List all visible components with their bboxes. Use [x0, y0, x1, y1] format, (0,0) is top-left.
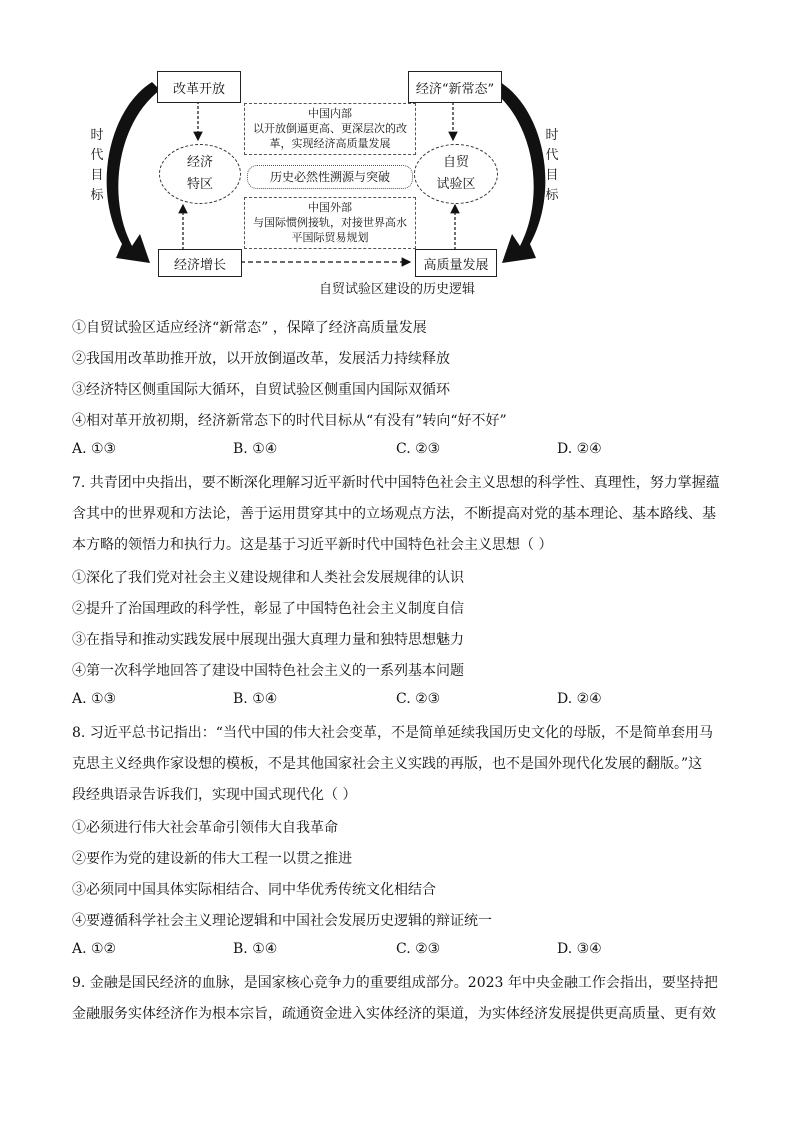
outer-china-box — [244, 197, 416, 249]
box-economic-growth — [158, 249, 242, 277]
q8-stem-line1: 8. 习近平总书记指出：“当代中国的伟大社会变革，不是简单延续我国历史文化的母版，不是简单套用马 — [72, 725, 713, 741]
middle-text: 历史必然性溯源与突破 — [269, 170, 390, 184]
q8-stem-line3: 段经典语录告诉我们，实现中国式现代化（ ） — [72, 787, 357, 803]
q7-option-c[interactable]: C. ②③ — [396, 691, 441, 707]
q9-stem — [72, 968, 726, 1030]
ellipse-ftz-line2: 试验区 — [436, 177, 476, 192]
q6-statement-3: ③经济特区侧重国际大循环，自贸试验区侧重国内国际双循环 — [72, 382, 450, 398]
side-label-right — [544, 126, 560, 206]
q8-option-a[interactable]: A. ①② — [72, 941, 117, 957]
q9-stem-line1: 9. 金融是国民经济的血脉，是国家核心竞争力的重要组成部分。2023 年中央金融工作会指出，要坚持把 — [72, 975, 718, 991]
q6-statement-1: ①自贸试验区适应经济“新常态” ，保障了经济高质量发展 — [72, 320, 427, 336]
q7-statement-2: ②提升了治国理政的科学性，彰显了中国特色社会主义制度自信 — [72, 601, 464, 617]
box-high-quality — [415, 249, 497, 277]
box-new-normal-label: 经济“新常态” — [415, 81, 495, 97]
box-economic-growth-label: 经济增长 — [173, 257, 226, 273]
q8-statement-1: ①必须进行伟大社会革命引领伟大自我革命 — [72, 820, 338, 836]
q6-statement-4: ④相对革开放初期，经济新常态下的时代目标从“有没有”转向“好不好” — [72, 413, 507, 429]
side-left-char1: 时 — [90, 128, 104, 143]
ellipse-ftz — [414, 144, 498, 204]
q8-option-b[interactable]: B. ①④ — [233, 941, 278, 957]
q6-option-b[interactable]: B. ①④ — [233, 441, 278, 457]
ellipse-sez-line2: 特区 — [186, 177, 213, 192]
outer-china-line2: 平国际贸易规划 — [291, 231, 369, 244]
side-right-char4: 标 — [545, 188, 559, 203]
q7-stem — [72, 468, 726, 561]
ellipse-ftz-line1: 自贸 — [442, 155, 469, 170]
q8-stem — [72, 718, 726, 811]
q7-stem-line1: 7. 共青团中央指出，要不断深化理解习近平新时代中国特色社会主义思想的科学性、真理性，努力掌握蕴 — [72, 475, 720, 491]
q7-option-a[interactable]: A. ①③ — [72, 691, 117, 707]
q7-statement-3: ③在指导和推动实践发展中展现出强大真理力量和独特思想魅力 — [72, 632, 464, 648]
outer-china-line1: 与国际惯例接轨，对接世界高水 — [253, 216, 407, 229]
q7-option-d[interactable]: D. ②④ — [557, 691, 602, 707]
ellipse-sez — [159, 144, 241, 204]
diagram-caption: 自贸试验区建设的历史逻辑 — [318, 282, 475, 297]
q9-stem-line2: 金融服务实体经济作为根本宗旨，疏通资金进入实体经济的渠道，为实体经济发展提供更高质量、更有效 — [72, 1006, 716, 1022]
q7-statement-1: ①深化了我们党对社会主义建设规律和人类社会发展规律的认识 — [72, 570, 464, 586]
q6-option-c[interactable]: C. ②③ — [396, 441, 441, 457]
box-new-normal — [408, 71, 502, 103]
left-curved-arrow — [107, 82, 160, 263]
ellipse-sez-line1: 经济 — [186, 155, 213, 170]
inner-china-title: 中国内部 — [308, 107, 352, 120]
box-reform-opening-label: 改革开放 — [172, 81, 225, 97]
inner-china-line2: 革，实现经济高质量发展 — [269, 137, 391, 150]
history-logic-diagram — [0, 0, 794, 300]
box-reform-opening — [157, 71, 241, 103]
side-right-char1: 时 — [545, 128, 559, 143]
inner-china-box — [244, 103, 416, 155]
side-left-char4: 标 — [90, 188, 104, 203]
q8-statement-2: ②要作为党的建设新的伟大工程一以贯之推进 — [72, 851, 352, 867]
q6-statement-2: ②我国用改革助推开放，以开放倒逼改革，发展活力持续释放 — [72, 351, 450, 367]
q7-statement-4: ④第一次科学地回答了建设中国特色社会主义的一系列基本问题 — [72, 663, 464, 679]
q8-option-c[interactable]: C. ②③ — [396, 941, 441, 957]
q8-stem-line2: 克思主义经典作家设想的模板，不是其他国家社会主义实践的再版，也不是国外现代化发展的翻版。”这 — [72, 756, 703, 772]
q8-statement-3: ③必须同中国具体实际相结合、同中华优秀传统文化相结合 — [72, 882, 436, 898]
q6-option-a[interactable]: A. ①③ — [72, 441, 117, 457]
q7-stem-line2: 含其中的世界观和方法论，善于运用贯穿其中的立场观点方法，不断提高对党的基本理论、基本路线、基 — [72, 506, 716, 522]
side-label-left — [89, 126, 105, 206]
side-left-char2: 代 — [90, 148, 104, 163]
q7-option-b[interactable]: B. ①④ — [233, 691, 278, 707]
q8-statement-4: ④要遵循科学社会主义理论逻辑和中国社会发展历史逻辑的辩证统一 — [72, 913, 492, 929]
right-curved-arrow — [492, 82, 545, 263]
inner-china-line1: 以开放倒逼更高、更深层次的改 — [253, 122, 407, 135]
outer-china-title: 中国外部 — [308, 201, 352, 214]
q6-option-d[interactable]: D. ②④ — [557, 441, 602, 457]
box-high-quality-label: 高质量发展 — [423, 257, 489, 273]
q8-option-d[interactable]: D. ③④ — [557, 941, 602, 957]
side-left-char3: 目 — [90, 168, 104, 183]
q7-stem-line3: 本方略的领悟力和执行力。这是基于习近平新时代中国特色社会主义思想（ ） — [72, 537, 553, 553]
side-right-char2: 代 — [545, 148, 559, 163]
side-right-char3: 目 — [545, 168, 559, 183]
middle-text-box — [247, 165, 413, 189]
